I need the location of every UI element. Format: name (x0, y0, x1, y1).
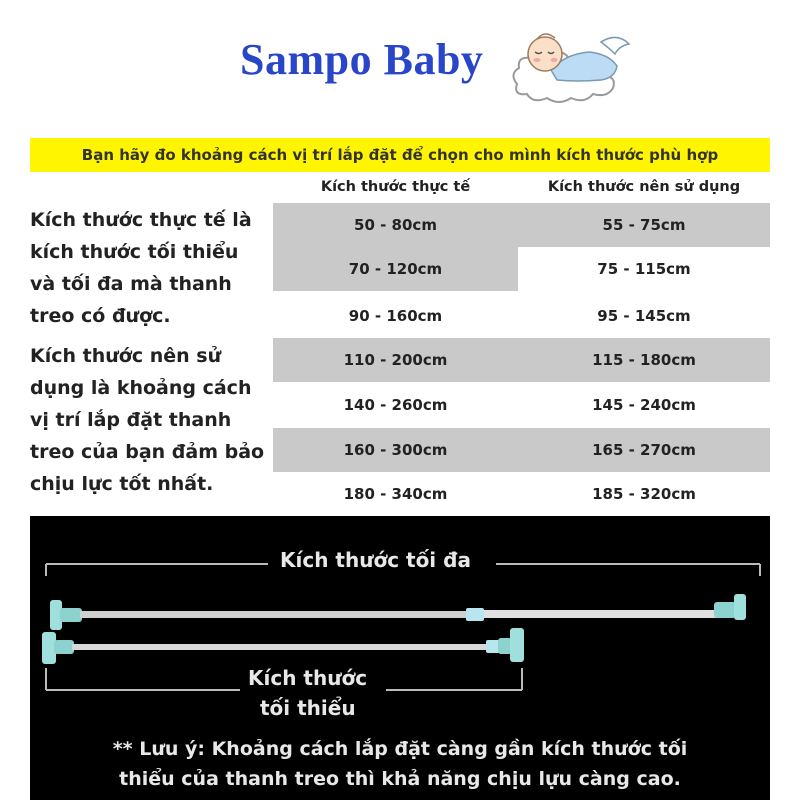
note-line-1: ** Lưu ý: Khoảng cách lắp đặt càng gần kích thước tối (112, 738, 688, 760)
actual-size-cell: 90 - 160cm (273, 294, 518, 338)
brand-title: Sampo Baby (240, 35, 484, 84)
rod-diagram-panel (30, 516, 770, 800)
actual-size-cell: 70 - 120cm (273, 247, 518, 291)
recommended-size-cell: 115 - 180cm (518, 338, 770, 382)
explanation-line: chịu lực tốt nhất. (30, 473, 214, 495)
explanation-line: treo của bạn đảm bảo (30, 441, 265, 463)
recommended-size-cell: 185 - 320cm (518, 472, 770, 516)
recommended-size-cell: 145 - 240cm (518, 383, 770, 427)
sleeping-baby-on-cloud-icon (505, 14, 635, 110)
explanation-line: Kích thước thực tế là (30, 209, 252, 231)
min-size-label-line1: Kích thước (248, 666, 368, 690)
actual-size-cell: 160 - 300cm (273, 428, 518, 472)
explanation-line: dụng là khoảng cách (30, 377, 252, 399)
explanation-line: Kích thước nên sử (30, 345, 222, 367)
explanation-line: và tối đa mà thanh (30, 273, 232, 295)
header-actual-size: Kích thước thực tế (320, 179, 471, 195)
actual-size-cell: 110 - 200cm (273, 338, 518, 382)
header-recommended-size: Kích thước nên sử dụng (547, 179, 741, 195)
recommended-size-cell: 95 - 145cm (518, 294, 770, 338)
max-size-label: Kích thước tối đa (280, 548, 471, 572)
recommended-size-cell: 75 - 115cm (518, 247, 770, 291)
actual-size-explanation (30, 204, 273, 332)
note-line-2: thiểu của thanh treo thì khả năng chịu lựu càng cao. (119, 768, 681, 790)
actual-size-cell: 50 - 80cm (273, 203, 518, 247)
actual-size-cell: 180 - 340cm (273, 472, 518, 516)
explanation-line: treo có được. (30, 305, 171, 327)
explanation-line: vị trí lắp đặt thanh (30, 409, 232, 431)
size-table (30, 172, 770, 516)
instruction-banner: Bạn hãy đo khoảng cách vị trí lắp đặt để chọn cho mình kích thước phù hợp (30, 138, 770, 172)
recommended-size-explanation (30, 340, 273, 500)
recommended-size-cell: 165 - 270cm (518, 428, 770, 472)
explanation-line: kích thước tối thiểu (30, 241, 239, 263)
actual-size-cell: 140 - 260cm (273, 383, 518, 427)
min-size-label-line2: tối thiểu (260, 696, 356, 720)
recommended-size-cell: 55 - 75cm (518, 203, 770, 247)
